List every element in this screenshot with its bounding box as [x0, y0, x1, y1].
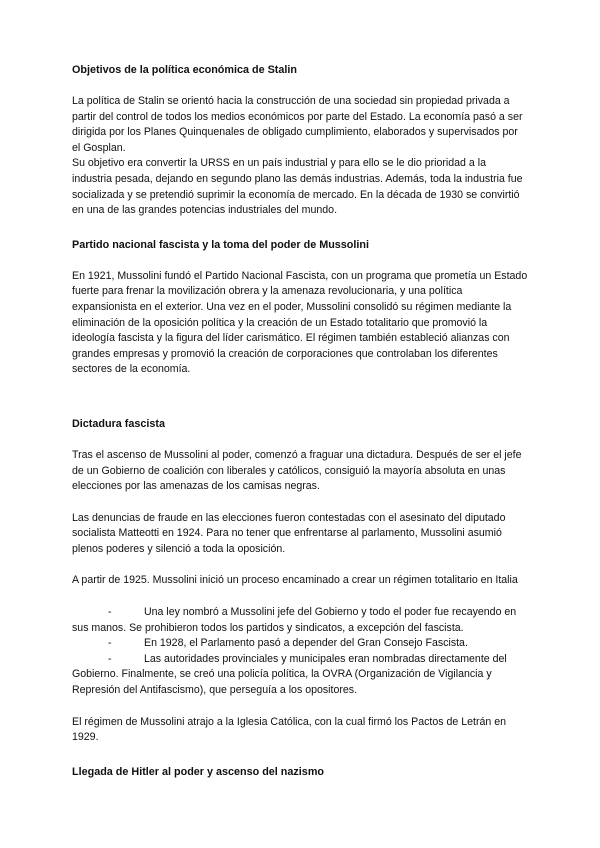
- list-item: [72, 652, 528, 699]
- document-page: [72, 62, 528, 780]
- list-item: [72, 636, 528, 652]
- paragraph: Las denuncias de fraude en las elecciones fueron contestadas con el asesinato del diputado socialista Matteotti en 1924. Para no tener que enfrentarse al parlamento, Mussolini asumió plenos poderes y silenció a toda la oposición.: [72, 511, 506, 555]
- list-item: [72, 605, 528, 636]
- bullet-marker: -: [108, 606, 112, 619]
- paragraph: A partir de 1925. Mussolini inició un proceso encaminado a crear un régimen totalitario en Italia: [72, 574, 518, 587]
- paragraph: En 1921, Mussolini fundó el Partido Nacional Fascista, con un programa que prometía un Estado fuerte para frenar la movilización obrera y la amenaza revolucionaria, y una política expansionista en el exterior. Una vez en el poder, Mussolini consolidó su régimen mediante la eliminación de la oposición política y la creación de un Estado totalitario que promovió la ideología fascista y la figura del líder carismático. El régimen también estableció alianzas con grandes empresas y promovió la creación de corporaciones que controlaban los diferentes sectores de la economía.: [72, 269, 528, 376]
- section-heading-stalin: Objetivos de la política económica de Stalin: [72, 64, 297, 76]
- bullet-marker: -: [108, 652, 112, 665]
- paragraph: Tras el ascenso de Mussolini al poder, comenzó a fraguar una dictadura. Después de ser el jefe de un Gobierno de coalición con liberales y católicos, consiguió la mayoría absoluta en unas elecciones por las amenazas de los camisas negras.: [72, 448, 522, 493]
- section-heading-fascist-dictatorship: Dictadura fascista: [72, 417, 166, 430]
- list-item-text: Una ley nombró a Mussolini jefe del Gobierno y todo el poder fue recayendo en sus manos. Se prohibieron todos los partidos y sindicatos, a excepción del fascista.: [72, 606, 517, 634]
- section-heading-hitler: Llegada de Hitler al poder y ascenso del nazismo: [72, 765, 325, 778]
- paragraph: La política de Stalin se orientó hacia la construcción de una sociedad sin propiedad privada a partir del control de todos los medios económicos por parte del Estado. La economía pasó a ser dirigida por los Planes Quinquenales de obligado cumplimiento, elaborados y supervisados por el Gosplan.: [72, 95, 523, 154]
- paragraph: El régimen de Mussolini atrajo a la Iglesia Católica, con la cual firmó los Pactos de Letrán en 1929.: [72, 715, 506, 744]
- bullet-marker: -: [108, 637, 112, 650]
- section-heading-fascist-party: Partido nacional fascista y la toma del poder de Mussolini: [72, 238, 369, 251]
- list-item-text: En 1928, el Parlamento pasó a depender del Gran Consejo Fascista.: [144, 637, 468, 650]
- list-item-text: Las autoridades provinciales y municipales eran nombradas directamente del Gobierno. Finalmente, se creó una policía política, la OVRA (Organización de Vigilancia y Represión del Antifascismo), que perseguía a los opositores.: [72, 652, 507, 697]
- paragraph: Su objetivo era convertir la URSS en un país industrial y para ello se le dio prioridad a la industria pesada, dejando en segundo plano las demás industrias. Además, toda la industria fue socializada y se pretendió suprimir la economía de mercado. En la década de 1930 se convirtió en una de las grandes potencias industriales del mundo.: [72, 157, 523, 217]
